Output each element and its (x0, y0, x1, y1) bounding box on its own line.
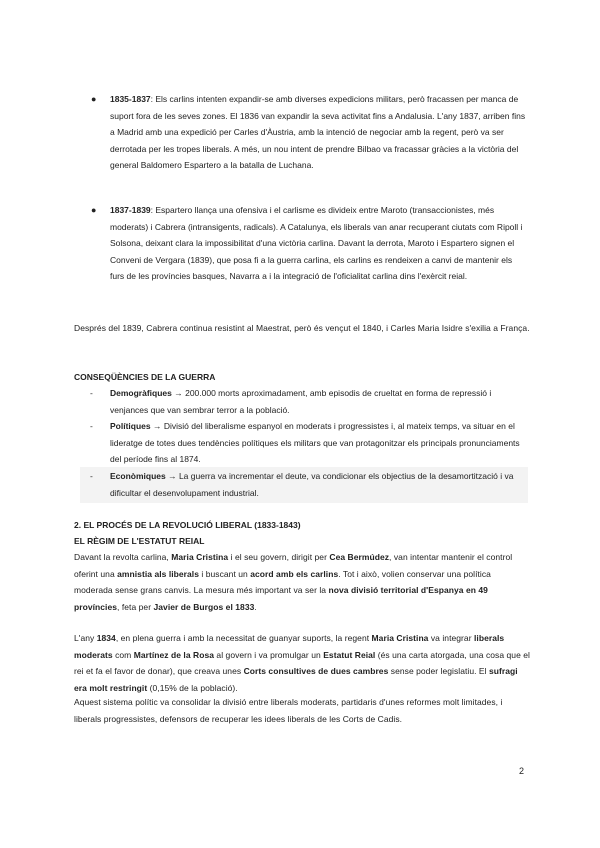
consequence-political: Polítiques → Divisió del liberalisme espanyol en moderats i progressistes i, al mateix temps, va situar en el lideratge de totes dues tendències polítiques els militars que van protagonitzar els principals pronunciaments del període fins al 1874. (110, 421, 520, 464)
bullet-item-1837-1839: 1837-1839: Espartero llança una ofensiva i el carlisme es divideix entre Maroto (transaccionistes, més moderats) i Cabrera (intransigents, radicals). A Catalunya, els liberals van anar recuperant ciutats com Ripoll i Solsona, deixant clara la impossibilitat d'una victòria carlina. Davant la derrota, Maroto i Espartero signen el Conveni de Vergara (1839), que posa fi a la guerra carlina, els carlins es rendeixen a canvi de mantenir els furs de les províncies basques, Navarra a i la integració de l'oficialitat carlina dins l'exèrcit reial. (110, 205, 523, 281)
page-number: 2 (519, 766, 525, 776)
dash-marker: - (90, 388, 93, 398)
bullet-marker: ● (91, 94, 97, 104)
bullet-item-1835-1837: 1835-1837: Els carlins intenten expandir-se amb diverses expedicions militars, però fracassen per manca de suport fora de les seves zones. El 1836 van expandir la seva activitat fins a Andalusia. L'any 1837, arriben fins a Madrid amb una expedició per Carles d'Àustria, amb la intenció de negociar amb la regent, però va ser derrotada per les tropes liberals. A més, un nou intent de prendre Bilbao va fracassar gràcies a la victòria del general Baldomero Espartero a la batalla de Luchana. (110, 94, 526, 170)
consequence-economic: Econòmiques → La guerra va incrementar el deute, va condicionar els objectius de la desamortització i va dificultar el desenvolupament industrial. (110, 471, 514, 498)
consequences-heading: CONSEQÜÈNCIES DE LA GUERRA (74, 372, 216, 382)
section-subheading: EL RÈGIM DE L'ESTATUT REIAL (74, 536, 205, 546)
section-heading: 2. EL PROCÉS DE LA REVOLUCIÓ LIBERAL (1833-1843) (74, 520, 301, 530)
paragraph-estatut-2: L'any 1834, en plena guerra i amb la necessitat de guanyar suports, la regent Maria Cristina va integrar liberals moderats com Martínez de la Rosa al govern i va promulgar un Estatut Reial (és una carta atorgada, una cosa que el rei et fa el favor de donar), que creava unes Corts consultives de dues cambres sense poder legislatiu. El sufragi era molt restringit (0,15% de la població). (74, 633, 530, 693)
paragraph-after-1839: Després del 1839, Cabrera continua resistint al Maestrat, però és vençut el 1840, i Carles Maria Isidre s'exilia a França. (74, 323, 530, 333)
dash-marker: - (90, 421, 93, 431)
bullet-marker: ● (91, 205, 97, 215)
consequence-demographic: Demogràfiques → 200.000 morts aproximadament, amb episodis de crueltat en forma de repressió i venjances que van sembrar terror a la població. (110, 388, 492, 415)
dash-marker: - (90, 471, 93, 481)
paragraph-estatut-1: Davant la revolta carlina, Maria Cristina i el seu govern, dirigit per Cea Bermúdez, van intentar mantenir el control oferint una amnistia als liberals i buscant un acord amb els carlins. Tot i això, volien conservar una política moderada sense grans canvis. La mesura més important va ser la nova divisió territorial d'Espanya en 49 províncies, feta per Javier de Burgos el 1833. (74, 552, 513, 612)
paragraph-estatut-3: Aquest sistema polític va consolidar la divisió entre liberals moderats, partidaris d'unes reformes molt limitades, i liberals progressistes, defensors de recuperar les idees liberals de les Corts de Cadis. (74, 697, 503, 724)
